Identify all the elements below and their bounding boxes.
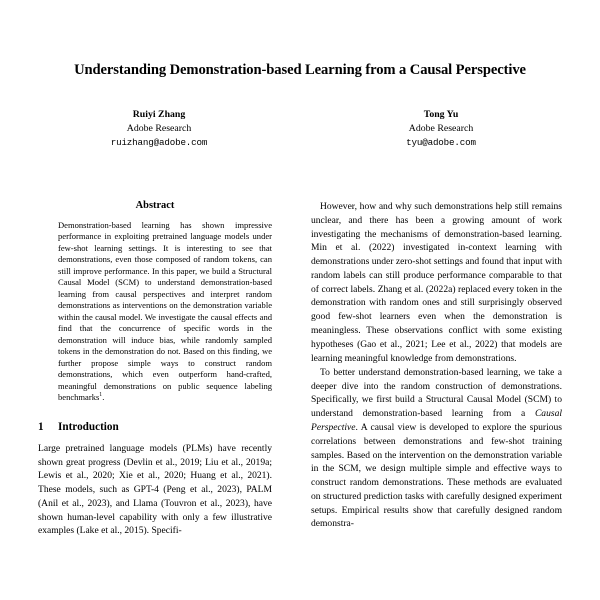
left-column (38, 200, 272, 538)
intro-paragraph: Large pretrained language models (PLMs) have recently shown great progress (Devlin et al., 2019; Liu et al., 2019a; Lewis et al., 2020; Xie et al., 2020; Huang et al., 2021). These models, such as GPT-4 (Peng et al., 2023), PALM (Anil et al., 2023), and Llama (Touvron et al., 2023), have shown human-level capability with only a few illustrative examples (Lake et al., 2015). Specifi- (38, 442, 272, 537)
author-list (38, 108, 562, 150)
section-title: Introduction (58, 420, 119, 433)
abstract-heading: Abstract (135, 200, 175, 211)
author-name: Ruiyi Zhang (132, 109, 186, 120)
causal-perspective-emphasis: Causal Perspective (311, 408, 562, 433)
author-name: Tong Yu (423, 109, 459, 120)
right-paragraph-2-part1: To better understand demonstration-based learning, we take a deeper dive into the random construction of demonstrations. Specifically, we first build a Structural Causal Model (SCM) to understand demonstration-based learning from a (311, 366, 562, 420)
section-heading-introduction (38, 421, 272, 433)
section-number: 1 (38, 420, 44, 433)
author-affiliation: Adobe Research (126, 122, 192, 134)
right-column (311, 200, 562, 531)
page-title: Understanding Demonstration-based Learning from a Causal Perspective (74, 62, 526, 78)
author-email[interactable]: tyu@adobe.com (406, 136, 476, 148)
author-entry (84, 108, 234, 150)
abstract-body (58, 220, 272, 404)
abstract-footnote-marker[interactable]: 1 (99, 392, 103, 399)
author-email[interactable]: ruizhang@adobe.com (110, 136, 208, 148)
abstract-text: Demonstration-based learning has shown impressive performance in exploiting pretrained language models under few-shot learning settings. It is interesting to see that demonstrations, even those composed of random tokens, can still improve performance. In this paper, we build a Structural Causal Model (SCM) to understand demonstration-based learning from causal perspectives and interpret random demonstrations as interventions on the demonstration variable within the causal model. We investigate the causal effects and find that the concurrence of specific words in the demonstration will induce bias, while randomly sampled tokens in the demonstration do not. Based on this finding, we further propose simple ways to construct random demonstrations, which even outperform hand-crafted, meaningful demonstrations on public sequence labeling benchmarks (58, 220, 272, 403)
author-affiliation: Adobe Research (408, 122, 474, 134)
author-entry (366, 108, 516, 150)
right-paragraph-2 (311, 366, 562, 531)
right-paragraph-2-part2: . A causal view is developed to explore the spurious correlations between demonstrations and few-shot training samples. Based on the intervention on the demonstration variable in the SCM, we design multiple simple and effective ways to construct random demonstrations. These methods are evaluated on structured prediction tasks with carefully designed experiment setups. Empirical results show that carefully designed random demonstra- (311, 422, 562, 530)
right-paragraph-1: However, how and why such demonstrations help still remains unclear, and there has been a growing amount of work investigating the mechanisms of demonstration-based learning. Min et al. (2022) investigated in-context learning with demonstrations under zero-shot settings and found that input with random labels can still produce performance comparable to that of correct labels. Zhang et al. (2022a) replaced every token in the demonstration with random ones and still surprisingly observed good few-shot learners even when the demonstration is meaningless. These observations conflict with some existing hypotheses (Gao et al., 2021; Lee et al., 2022) that models are learning meaningful knowledge from demonstrations. (311, 201, 562, 364)
abstract-paragraph (58, 220, 272, 404)
abstract-text-tail: . (102, 392, 105, 403)
